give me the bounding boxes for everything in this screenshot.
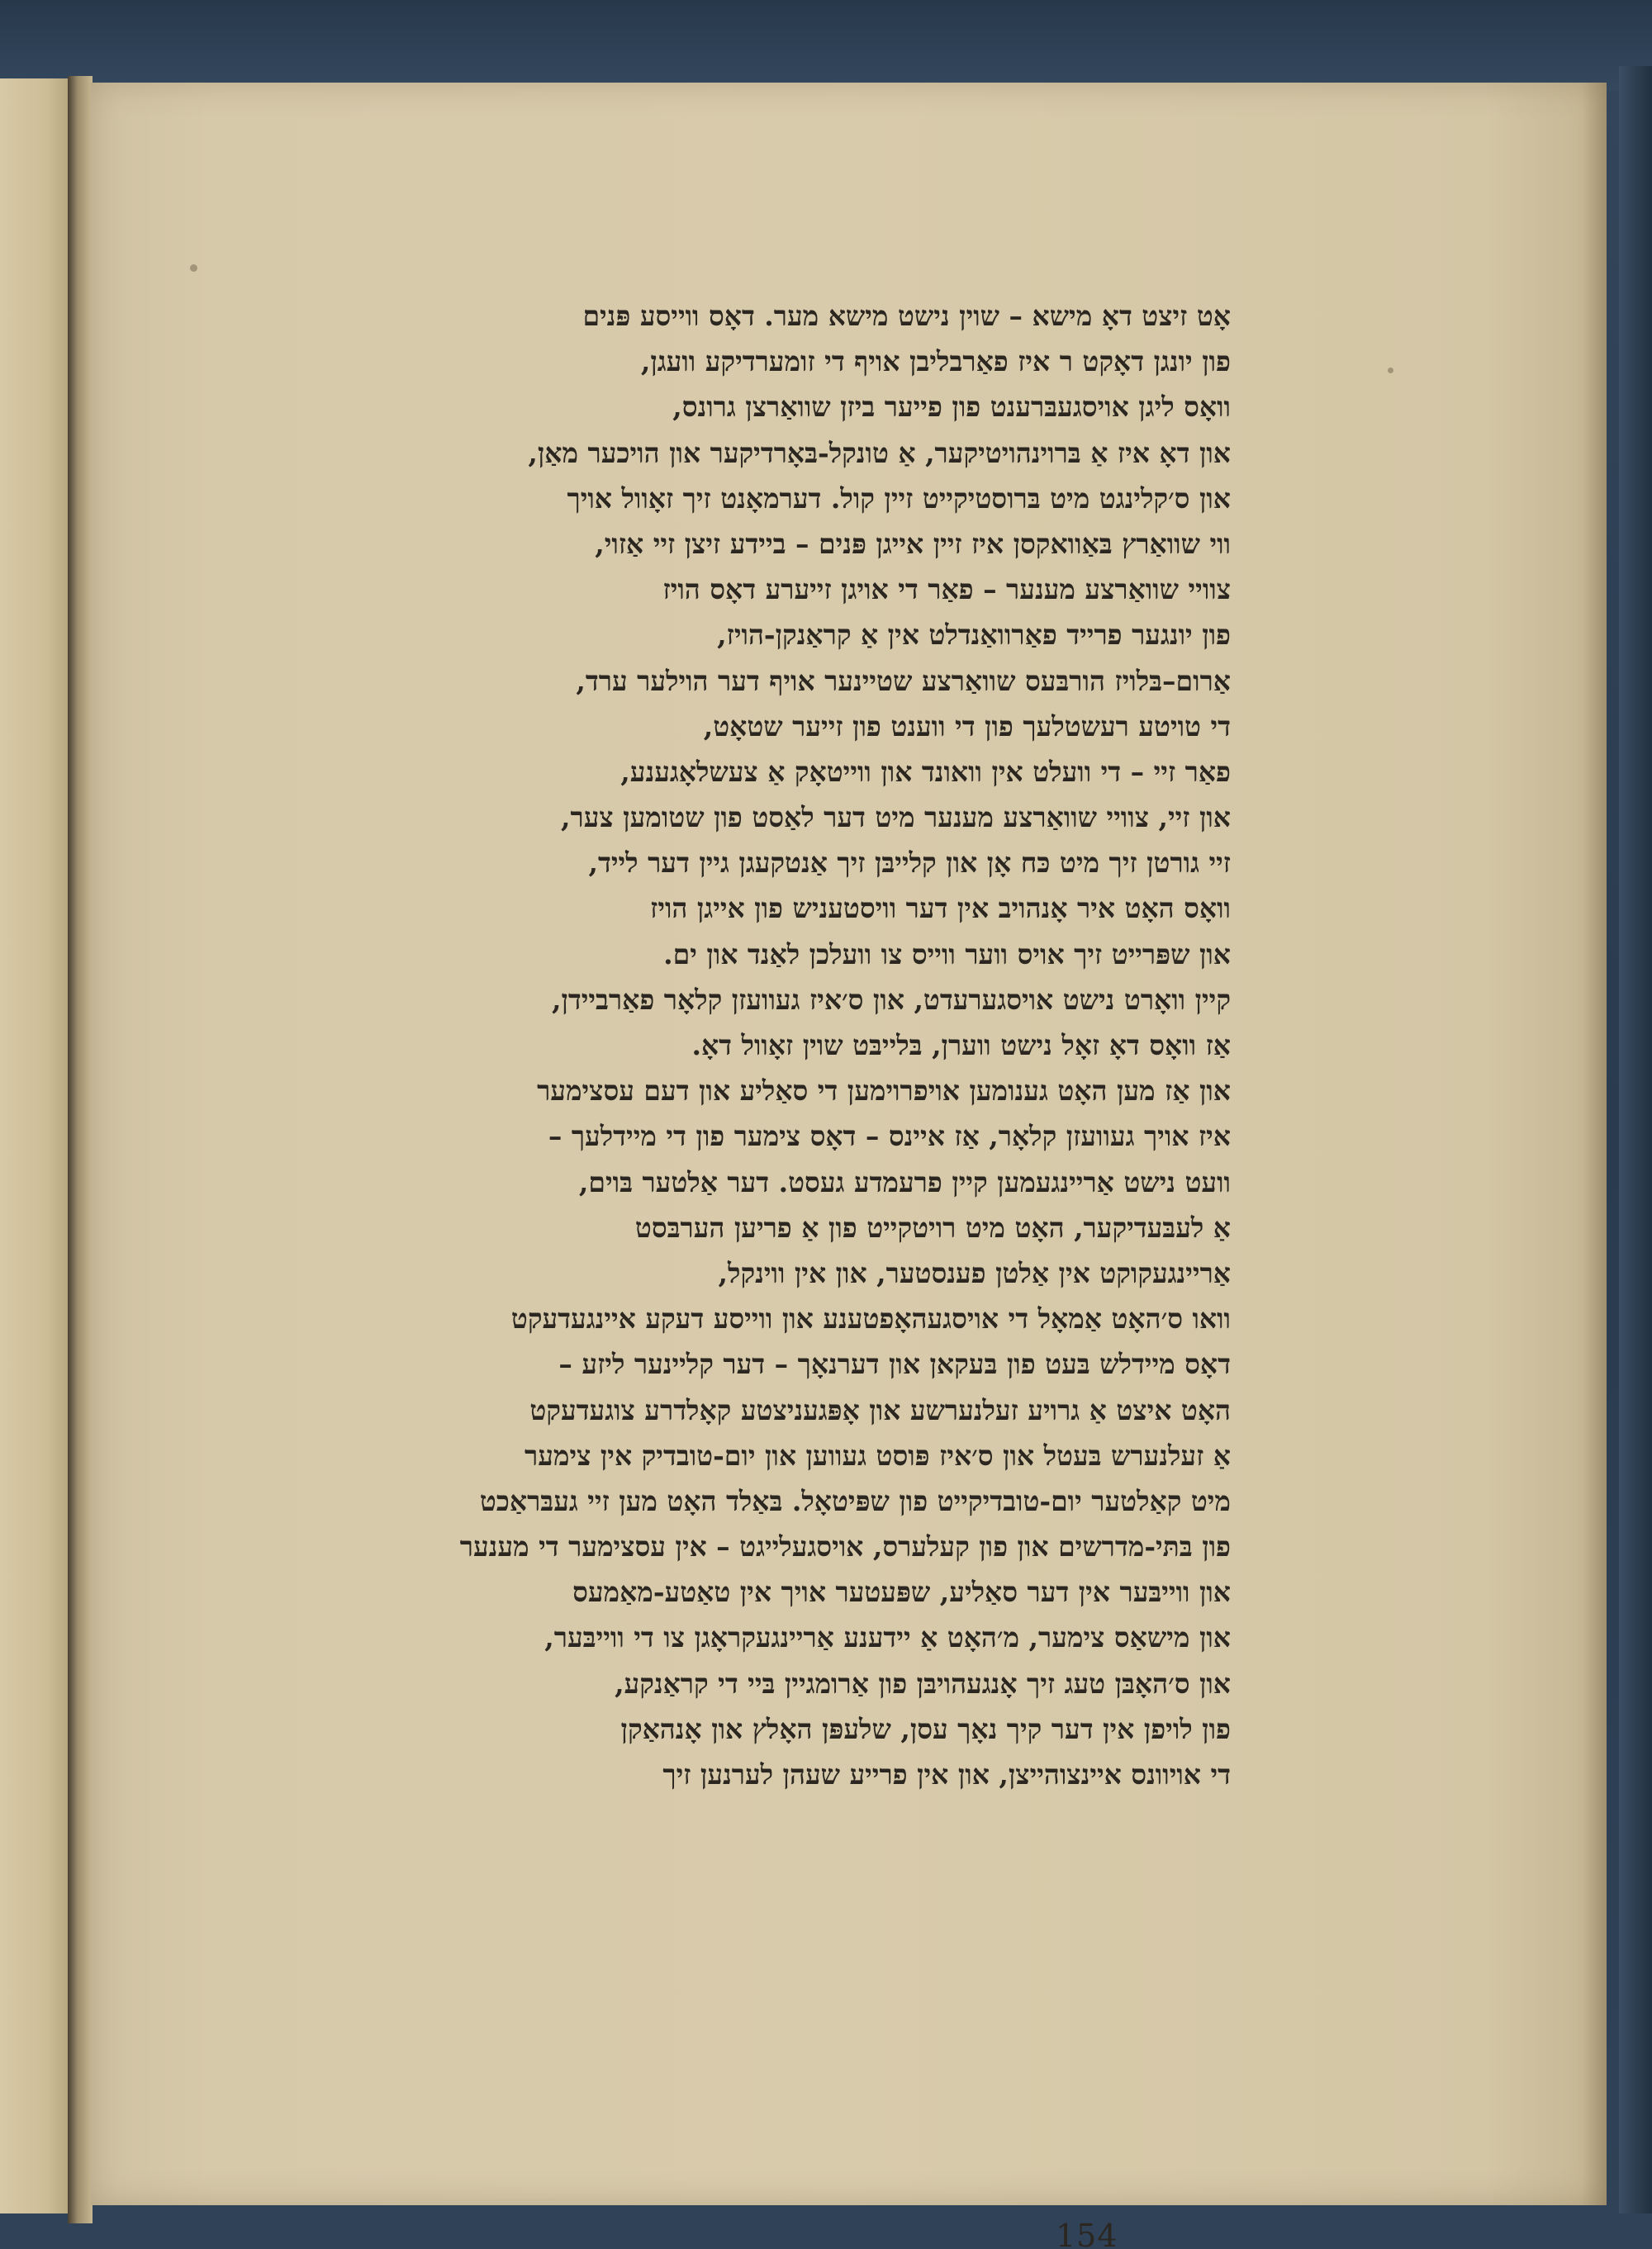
- text-line: דאָס מיידלש בּעט פון בּעקאן און דערנאָך – דער קליינער ליזע –: [558, 1348, 1231, 1381]
- facing-page-edge: [0, 78, 69, 2213]
- text-line: אַריינגעקוקט אין אַלטן פענסטער, און אין ווינקל,: [718, 1256, 1231, 1289]
- text-line: זיי גורטן זיך מיט כּח אָן און קלייבּן זיך אַנטקעגן גיין דער לייד,: [588, 847, 1231, 880]
- text-line: קיין וואָרט נישט אויסגערעדט, און ס׳איז געוועזן קלאָר פאַרביידן,: [551, 983, 1231, 1016]
- body-text: [223, 293, 1231, 1797]
- text-line: וועט נישט אַריינגעמען קיין פרעמדע געסט. דער אַלטער בּוים,: [578, 1165, 1231, 1198]
- text-line: איז אויך געוועזן קלאָר, אַז איינס – דאָס צימער פון די מיידלעך –: [548, 1120, 1231, 1153]
- text-line: אַ לעבּעדיקער, האָט מיט רויטקייט פון אַ פריען הערבּסט: [634, 1211, 1231, 1244]
- text-line: אָט זיצט דאָ מישא – שוין נישט מישא מער. דאָס ווייסע פּנים: [582, 300, 1231, 332]
- text-line: האָט איצט אַ גרויע זעלנערשע און אָפּגעניצטע קאָלדרע צוגעדעקט: [529, 1393, 1231, 1426]
- text-line: און ווייבּער אין דער סאַליע, שפּעטער אויך אין טאַטע-מאַמעס: [572, 1576, 1231, 1609]
- paper-spot: [190, 264, 197, 272]
- text-line: וואָס ליגן אויסגעבּרענט פון פייער ביזן שוואַרצן גרונס,: [672, 391, 1231, 424]
- book-cover-edge: [1619, 66, 1652, 2213]
- text-line: פון לויפן אין דער קיך נאָך עסן, שלעפּן האָלץ און אָנהאַקן: [620, 1712, 1231, 1745]
- text-line: די טויטע רעשטלעך פון די ווענט פון זייער שטאָט,: [703, 709, 1231, 743]
- text-line: אַרום–בּלויז הורבּעס שוואַרצע שטיינער אויף דער הוילער ערד,: [576, 664, 1231, 697]
- book-gutter: [68, 76, 93, 2223]
- text-line: פון יונגער פרייד פאַרוואַנדלט אין אַ קראַנקן-הויז,: [717, 619, 1231, 652]
- text-line: און דאָ איז אַ בּרוינהויטיקער, אַ טונקל-בּאָרדיקער און הויכער מאַן,: [528, 436, 1231, 469]
- text-line: פון בּתּי-מדרשים און פון קעלערס, אויסגעלייגט – אין עסצימער די מענער: [459, 1530, 1231, 1563]
- text-line: מיט קאַלטער יום-טובדיקייט פון שפּיטאָל. בּאַלד האָט מען זיי געבּראַכט: [479, 1484, 1231, 1517]
- page-number: 154: [1056, 2218, 1118, 2249]
- book-cover-top: [0, 0, 1652, 91]
- text-line: און אַז מען האָט גענומען אויפרוימען די סאַליע און דעם עסצימער: [537, 1075, 1231, 1108]
- page-edge-shadow: [1582, 83, 1607, 2205]
- text-line: אַז וואָס דאָ זאָל נישט ווערן, בּלייבּט שוין זאָוול דאָ.: [691, 1029, 1231, 1061]
- text-line: און ס׳האָבּן טעג זיך אָנגעהויבּן פון אַרומגיין בּיי די קראַנקע,: [615, 1667, 1231, 1700]
- text-line: די אויוונס איינצוהייצן, און אין פרייע שעהן לערנען זיך: [662, 1758, 1231, 1791]
- text-line: צוויי שוואַרצע מענער – פאַר די אויגן זייערע דאָס הויז: [662, 573, 1231, 606]
- text-line: פאַר זיי – די וועלט אין וואונד און ווייטאָק אַ צעשלאָגענע,: [620, 755, 1231, 788]
- text-line: און מישאַס צימער, מ׳האָט אַ יידענע אַריינגעקראָגן צו די ווייבּער,: [544, 1621, 1231, 1654]
- text-line: און ס׳קלינגט מיט בּרוסטיקייט זיין קול. דערמאָנט זיך זאָוול אויך: [567, 482, 1231, 515]
- text-line: וואו ס׳האָט אַמאָל די אויסגעהאָפטענע און ווייסע דעקע איינגעדעקט: [510, 1302, 1231, 1336]
- text-line: וואָס האָט איר אָנהויב אין דער וויסטעניש פון אייגן הויז: [650, 892, 1231, 925]
- text-line: און זיי, צוויי שוואַרצע מענער מיט דער לאַסט פון שטומען צער,: [561, 801, 1231, 834]
- text-line: פון יונגן דאָקט ר איז פאַרבליבן אויף די זומערדיקע וועגן,: [640, 345, 1231, 378]
- text-line: ווי שוואַרץ בּאַוואקסן איז זיין אייגן פּנים – ביידע זיצן זיי אַזוי,: [595, 527, 1231, 560]
- text-line: און שפּרייט זיך אויס ווער ווייס צו וועלכן לאַנד און ים.: [663, 937, 1231, 970]
- text-line: אַ זעלנערש בּעטל און ס׳איז פּוסט געווען און יום-טובדיק אין צימער: [525, 1439, 1231, 1472]
- paper-spot: [1388, 368, 1393, 373]
